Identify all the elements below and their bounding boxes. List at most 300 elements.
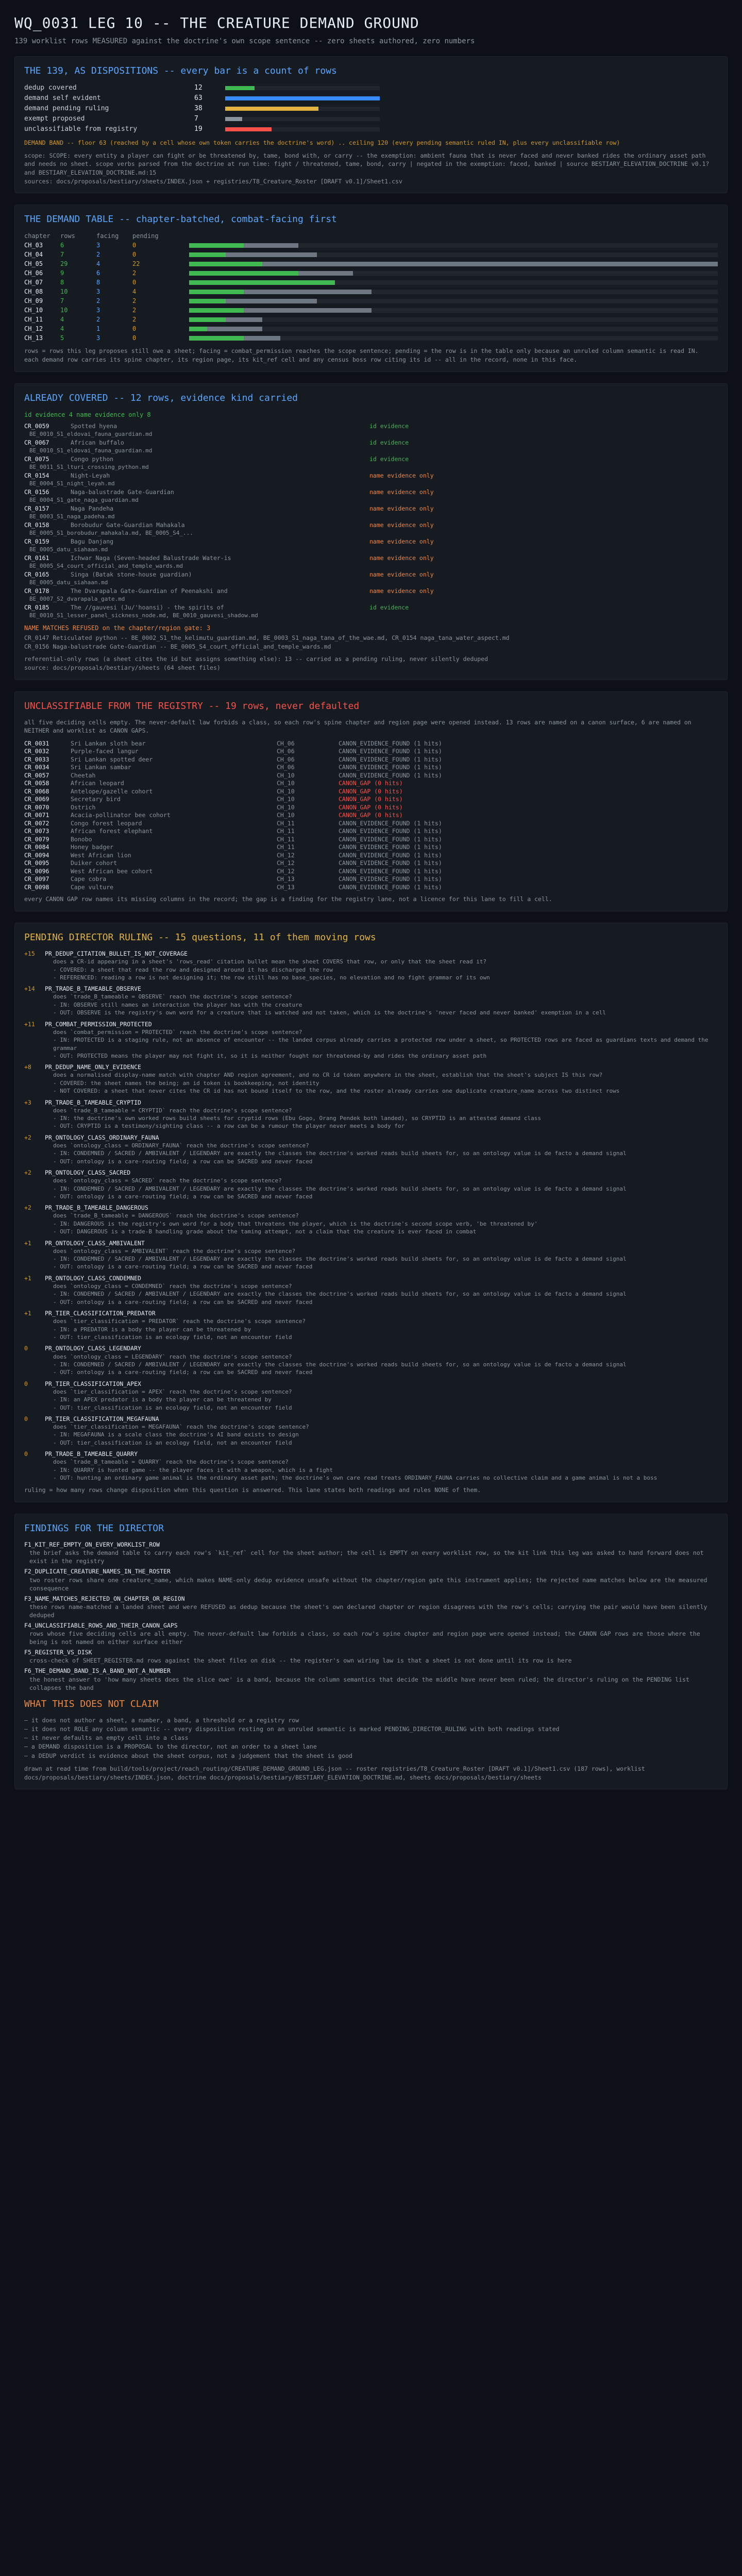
demand-row [24, 268, 718, 278]
demand-bar-facing [189, 252, 226, 257]
unc-id: CR_0031 [24, 739, 49, 747]
pending-head [24, 950, 718, 958]
unc-name: West African lion [71, 851, 131, 859]
demand-bar-facing [189, 336, 244, 341]
pending-item [24, 950, 718, 981]
pending-body: does a CR-id appearing in a sheet's 'rows_read' citation bullet mean the sheet COVERS that row, or only that the sheet read it? - COVERED: a sheet that read the row and designed around it has discharged the row - REFERENCED: reading a row is not designing it; the row still has no base_species, no elevation and no fight grammar of its own [53, 958, 490, 981]
pending-title: PENDING DIRECTOR RULING -- 15 questions, 11 of them moving rows [24, 932, 376, 943]
disposition-row [24, 93, 718, 104]
pending-item [24, 1450, 718, 1482]
pending-body: does a normalised display-name match with chapter AND region agreement, and no CR id token anywhere in the sheet, establish that the sheet's subject IS this row? - COVERED: the sheet names the being; an id token is bookkeeping, not identity - NOT COVERED: a sheet that never cites the CR id has not bound itself to the row, and the roster already carries one duplicate creature_name across two distinct rows [53, 1072, 620, 1095]
covered-name: Bagu Danjang [71, 537, 114, 545]
unc-status: CANON_EVIDENCE_FOUND (1 hits) [339, 867, 442, 875]
demand-bar-facing [189, 280, 335, 285]
unc-status: CANON_GAP (0 hits) [339, 811, 403, 819]
covered-sheet-file[interactable]: BE_0010_S1_lesser_panel_sickness_node.md, BE_0010_gauvesi_shadow.md [29, 612, 258, 619]
covered-sheet-file[interactable]: BE_0005_S1_borobudur_mahakala.md, BE_0005_S4_... [29, 530, 193, 537]
unclassifiable-list [24, 739, 718, 891]
covered-row [24, 571, 718, 579]
unclassifiable-intro: all five deciding cells empty. The never-default law forbids a class, so each row's spine chapter and region page were opened instead. 13 rows are named on a canon surface, 6 are named on NEITHER and worklist as CANON GAPS. [24, 718, 692, 735]
unc-name: Duiker cohort [71, 859, 117, 867]
unc-chapter: CH_10 [277, 779, 295, 787]
pending-delta: +2 [24, 1169, 31, 1177]
finding-body: the brief asks the demand table to carry each row's `kit_ref` cell for the sheet author; the cell is EMPTY on every worklist row, so the kit link this leg was asked to hand forward does not exist in the registry [29, 1549, 704, 1565]
disposition-label: demand pending ruling [24, 105, 109, 113]
disposition-count: 63 [194, 94, 203, 103]
demand-chapter: CH_10 [24, 307, 43, 314]
pending-body: does `trade_B_tameable = OBSERVE` reach the doctrine's scope sentence? - IN: OBSERVE still names an interaction the player has with the creature - OUT: OBSERVE is the registry's own word for a creature that is watched and not taken, which is the doctrine's 'never faced and never banked' exemption in a cell [53, 993, 606, 1016]
disposition-count: 38 [194, 105, 203, 113]
pending-item [24, 1415, 718, 1447]
unc-chapter: CH_06 [277, 748, 295, 755]
covered-id: CR_0159 [24, 537, 49, 545]
unc-name: Cape cobra [71, 875, 107, 883]
pending-body: does `ontology_class = CONDEMNED` reach the doctrine's scope sentence? - IN: CONDEMNED / SACRED / AMBIVALENT / LEGENDARY are exactly the classes the doctrine's worked reads build sheets for, so an ontology value is de facto a demand signal - OUT: ontology is a care-routing field; a row can be SACRED and never faced [53, 1282, 627, 1306]
covered-row [24, 505, 718, 513]
disposition-label: dedup covered [24, 84, 77, 92]
demand-bar-track [372, 308, 718, 313]
unc-id: CR_0071 [24, 811, 49, 819]
demand-bar-rest [244, 308, 372, 313]
unc-status: CANON_EVIDENCE_FOUND (1 hits) [339, 764, 442, 771]
pending-id: PR_TRADE_B_TAMEABLE_QUARRY [45, 1450, 138, 1458]
finding-item [24, 1667, 718, 1691]
not-claim-item: – it never defaults an empty cell into a class [24, 1734, 718, 1742]
pending-item [24, 985, 718, 1016]
demand-rows-count: 7 [60, 297, 64, 305]
covered-sheet-file[interactable]: BE_0011_S1_lturi_crossing_python.md [29, 464, 149, 471]
covered-sheet-file[interactable]: BE_0005_S4_court_official_and_temple_wards.md [29, 563, 183, 570]
demand-bar-rest [226, 317, 262, 322]
unc-name: Sri Lankan sloth bear [71, 739, 146, 747]
demand-bar-rest [244, 290, 372, 294]
demand-row [24, 296, 718, 306]
finding-body: cross-check of SHEET_REGISTER.md rows against the sheet files on disk -- the register's own wiring law is that a sheet is not done until its row is here [29, 1657, 572, 1665]
unclassifiable-row [24, 867, 718, 875]
unc-id: CR_0070 [24, 803, 49, 811]
demand-bar-track [317, 299, 718, 303]
demand-bar-track [262, 327, 718, 331]
unclassifiable-row [24, 771, 718, 779]
demand-chapter: CH_12 [24, 325, 43, 333]
demand-bar-rest [244, 243, 298, 248]
unc-chapter: CH_11 [277, 819, 295, 827]
demand-pending: 0 [132, 279, 137, 286]
disposition-row [24, 104, 718, 114]
unc-chapter: CH_10 [277, 771, 295, 779]
finding-item [24, 1621, 718, 1646]
unc-chapter: CH_06 [277, 764, 295, 771]
unc-status: CANON_EVIDENCE_FOUND (1 hits) [339, 835, 442, 843]
covered-name: Ichwar Naga (Seven-headed Balustrade Water-is [71, 554, 231, 562]
covered-id: CR_0185 [24, 603, 49, 611]
unc-name: Bonobo [71, 835, 92, 843]
covered-row [24, 554, 718, 563]
unclassifiable-row [24, 883, 718, 891]
demand-pending: 2 [132, 269, 137, 277]
pending-head [24, 1415, 718, 1423]
covered-sheet-file[interactable]: BE_0010_S1_eldovai_fauna_guardian.md [29, 431, 153, 438]
covered-name: The Dvarapala Gate-Guardian of Peenakshi and [71, 587, 228, 595]
unc-chapter: CH_11 [277, 835, 295, 843]
unc-id: CR_0084 [24, 843, 49, 851]
covered-name: Night-Leyah [71, 471, 110, 479]
demand-bar-track [317, 252, 718, 257]
unc-chapter: CH_06 [277, 739, 295, 747]
unc-id: CR_0069 [24, 795, 49, 803]
pending-body: does `tier_classification = MEGAFAUNA` reach the doctrine's scope sentence? - IN: MEGAFAUNA is a scale class the doctrine's AI band exists to design - OUT: tier_classification is an ecology field, not an encounter field [53, 1423, 309, 1446]
demand-facing: 4 [96, 260, 100, 268]
pending-id: PR_ONTOLOGY_CLASS_ORDINARY_FAUNA [45, 1133, 159, 1141]
demand-pending: 0 [132, 251, 137, 259]
unc-name: Cape vulture [71, 883, 114, 891]
demand-rows-count: 6 [60, 242, 64, 249]
dispositions-list [24, 83, 718, 134]
covered-kind: id evidence [369, 438, 409, 446]
demand-band-note: DEMAND BAND -- floor 63 (reached by a cell whose own token carries the doctrine's word) .. ceiling 120 (every pending semantic ruled IN, plus every unclassifiable row) [24, 139, 620, 146]
demand-facing: 2 [96, 251, 100, 259]
pending-id: PR_DEDUP_CITATION_BULLET_IS_NOT_COVERAGE [45, 950, 188, 958]
pending-head [24, 1168, 718, 1177]
demand-pending: 2 [132, 307, 137, 314]
disposition-bar-track [225, 107, 380, 111]
demand-facing: 8 [96, 279, 100, 286]
demand-facing: 3 [96, 288, 100, 296]
demand-row [24, 333, 718, 343]
pending-id: PR_ONTOLOGY_CLASS_CONDEMNED [45, 1274, 141, 1282]
demand-bar [189, 252, 718, 257]
unc-status: CANON_EVIDENCE_FOUND (1 hits) [339, 851, 442, 859]
pending-id: PR_TRADE_B_TAMEABLE_OBSERVE [45, 985, 141, 993]
demand-chapter: CH_05 [24, 260, 43, 268]
covered-title: ALREADY COVERED -- 12 rows, evidence kind carried [24, 392, 298, 403]
demand-bar-facing [189, 317, 226, 322]
demand-facing: 3 [96, 242, 100, 249]
demand-bar-facing [189, 290, 244, 294]
pending-delta: +8 [24, 1063, 31, 1071]
covered-sheet-file[interactable]: BE_0010_S1_eldovai_fauna_guardian.md [29, 447, 153, 454]
covered-sheet-file[interactable]: BE_0004_S1_night_leyah.md [29, 480, 115, 487]
disposition-bar [225, 127, 272, 131]
pending-panel [14, 923, 728, 1502]
scope-note: scope: SCOPE: every entity a player can fight or be threatened by, tame, bond with, or carry -- the exemption: ambient fauna that is never faced and never banked rides the ordinary asset path and needs no sheet. scope verbs parsed from the doctrine at run time: fight / threatened, tame, bond, carry | negated in the exemption: faced, banked | source BESTIARY_ELEVATION_DOCTRINE v0.1? and BESTIARY_ELEVATION_DOCTRINE.md:15 sources: docs/proposals/bestiary/sheets/INDEX.json + registries/T8_Creature_Roster [DRAFT v0.1]/Sheet1.csv [24, 151, 710, 185]
demand-row [24, 306, 718, 315]
unc-status: CANON_EVIDENCE_FOUND (1 hits) [339, 739, 442, 747]
unc-id: CR_0032 [24, 748, 49, 755]
covered-id: CR_0154 [24, 471, 49, 479]
pending-id: PR_TIER_CLASSIFICATION_PREDATOR [45, 1310, 156, 1317]
demand-facing: 3 [96, 307, 100, 314]
demand-rows-count: 7 [60, 251, 64, 259]
pending-head [24, 1020, 718, 1028]
demand-chapter: CH_03 [24, 242, 43, 249]
finding-body: the honest answer to 'how many sheets does the slice owe' is a band, because the column semantics that decide the middle have never been ruled; the director's ruling on the PENDING list collapses the band [29, 1675, 689, 1691]
pending-delta: +11 [24, 1020, 35, 1028]
unc-chapter: CH_06 [277, 755, 295, 763]
unc-status: CANON_GAP (0 hits) [339, 779, 403, 787]
covered-kind: name evidence only [369, 570, 434, 578]
covered-panel [14, 383, 728, 680]
unclassifiable-row [24, 779, 718, 787]
covered-id: CR_0059 [24, 422, 49, 430]
pending-id: PR_ONTOLOGY_CLASS_LEGENDARY [45, 1345, 141, 1352]
covered-id: CR_0157 [24, 504, 49, 512]
demand-table-header [24, 231, 718, 241]
unc-name: Sri Lankan sambar [71, 764, 131, 771]
covered-kind: name evidence only [369, 488, 434, 496]
demand-bar [189, 299, 718, 303]
pending-body: does `tier_classification = APEX` reach the doctrine's scope sentence? - IN: an APEX predator is a body the player can be threatened by - OUT: tier_classification is an ecology field, not an encounter field [53, 1388, 292, 1411]
covered-name: Naga-balustrade Gate-Guardian [71, 488, 174, 496]
unc-status: CANON_EVIDENCE_FOUND (1 hits) [339, 748, 442, 755]
finding-id: F5_REGISTER_VS_DISK [24, 1649, 92, 1656]
demand-pending: 0 [132, 334, 137, 342]
unc-id: CR_0072 [24, 819, 49, 827]
unc-id: CR_0033 [24, 755, 49, 763]
demand-rows-count: 4 [60, 316, 64, 324]
pending-id: PR_TRADE_B_TAMEABLE_CRYPTID [45, 1098, 141, 1106]
unclassifiable-row [24, 803, 718, 811]
demand-table-note: rows = rows this leg proposes still owe a sheet; facing = combat_permission reaches the scope sentence; pending = the row is in the table only because an unruled column semantic is read IN. each demand row carries its spine chapter, its region page, its kit_ref cell and any census boss row citing its id -- all in the record, none in this face. [24, 347, 699, 364]
pending-item [24, 1098, 718, 1130]
unc-id: CR_0057 [24, 771, 49, 779]
covered-sheet-file[interactable]: BE_0005_datu_siahaan.md [29, 579, 108, 586]
unc-name: West African bee cohort [71, 867, 153, 875]
covered-id: CR_0075 [24, 455, 49, 463]
pending-id: PR_ONTOLOGY_CLASS_SACRED [45, 1169, 131, 1177]
demand-bar-rest [226, 299, 317, 303]
disposition-bar-track [225, 117, 380, 121]
pending-item [24, 1204, 718, 1235]
pending-head [24, 1450, 718, 1458]
page-subtitle: 139 worklist rows MEASURED against the doctrine's own scope sentence -- zero sheets authored, zero numbers [14, 37, 475, 45]
covered-row [24, 422, 718, 431]
finding-id: F6_THE_DEMAND_BAND_IS_A_BAND_NOT_A_NUMBER [24, 1667, 171, 1675]
pending-delta: 0 [24, 1415, 28, 1422]
covered-name: Naga Pandeha [71, 504, 114, 512]
unclassifiable-title: UNCLASSIFIABLE FROM THE REGISTRY -- 19 rows, never defaulted [24, 700, 360, 711]
unc-chapter: CH_12 [277, 867, 295, 875]
unc-id: CR_0058 [24, 779, 49, 787]
unc-chapter: CH_13 [277, 875, 295, 883]
unc-status: CANON_EVIDENCE_FOUND (1 hits) [339, 771, 442, 779]
demand-row [24, 324, 718, 333]
demand-bar-track [335, 280, 718, 285]
pending-delta: +1 [24, 1239, 31, 1247]
unclassifiable-row [24, 795, 718, 803]
demand-pending: 2 [132, 297, 137, 305]
unc-id: CR_0096 [24, 867, 49, 875]
pending-body: does `ontology_class = SACRED` reach the doctrine's scope sentence? - IN: CONDEMNED / SACRED / AMBIVALENT / LEGENDARY are exactly the classes the doctrine's worked reads build sheets for, so an ontology value is de facto a demand signal - OUT: ontology is a care-routing field; a row can be SACRED and never faced [53, 1177, 627, 1200]
pending-item [24, 1133, 718, 1165]
unc-id: CR_0068 [24, 787, 49, 795]
unc-chapter: CH_11 [277, 843, 295, 851]
covered-note: referential-only rows (a sheet cites the id but assigns something else): 13 -- carried as a pending ruling, never silently deduped source: docs/proposals/bestiary/sheets (64 sheet files) [24, 655, 488, 671]
unc-chapter: CH_13 [277, 883, 295, 891]
demand-bar [189, 336, 718, 341]
unc-status: CANON_EVIDENCE_FOUND (1 hits) [339, 819, 442, 827]
pending-head [24, 1344, 718, 1352]
unclassifiable-row [24, 875, 718, 883]
pending-delta: +1 [24, 1310, 31, 1317]
findings-title: FINDINGS FOR THE DIRECTOR [24, 1523, 164, 1534]
unc-status: CANON_GAP (0 hits) [339, 795, 403, 803]
pending-delta: +1 [24, 1274, 31, 1282]
finding-item [24, 1595, 718, 1619]
covered-kind: name evidence only [369, 521, 434, 529]
demand-rows-count: 5 [60, 334, 64, 342]
pending-delta: 0 [24, 1345, 28, 1352]
covered-name: The //gauvesi (Ju/'hoansi) - the spirits of [71, 603, 224, 611]
unc-name: Ostrich [71, 803, 96, 811]
finding-body: these rows name-matched a landed sheet and were REFUSED as dedup because the sheet's own declared chapter or region disagrees with the row's cells; carrying the pair would have been silently deduped [29, 1603, 707, 1619]
demand-chapter: CH_07 [24, 279, 43, 286]
not-claim-list [24, 1716, 718, 1760]
covered-row [24, 439, 718, 447]
covered-kind: id evidence [369, 455, 409, 463]
unclassifiable-row [24, 835, 718, 843]
findings-panel [14, 1514, 728, 1789]
demand-bar-facing [189, 308, 244, 313]
pending-id: PR_DEDUP_NAME_ONLY_EVIDENCE [45, 1063, 141, 1071]
demand-bar-rest [298, 271, 353, 276]
pending-head [24, 1239, 718, 1247]
pending-delta: +14 [24, 985, 35, 993]
unc-name: African forest elephant [71, 827, 153, 835]
demand-bar [189, 290, 718, 294]
demand-pending: 0 [132, 242, 137, 249]
disposition-count: 19 [194, 125, 203, 133]
finding-id: F4_UNCLASSIFIABLE_ROWS_AND_THEIR_CANON_GAPS [24, 1621, 178, 1629]
pending-body: does `trade_B_tameable = DANGEROUS` reach the doctrine's scope sentence? - IN: DANGEROUS is the registry's own word for a body that threatens the player, which is the doctrine's second scope verb, 'be threatened by' - OUT: DANGEROUS is a trade-B handling grade about the taming attempt, not a claim that the creature is ever faced in combat [53, 1212, 538, 1235]
header-pending: pending [132, 232, 159, 240]
unc-status: CANON_EVIDENCE_FOUND (1 hits) [339, 843, 442, 851]
demand-pending: 0 [132, 325, 137, 333]
unclassifiable-row [24, 787, 718, 795]
pending-head [24, 1133, 718, 1142]
covered-name: Spotted hyena [71, 422, 117, 430]
covered-name: Borobudur Gate-Guardian Mahakala [71, 521, 185, 529]
demand-bar [189, 271, 718, 276]
unc-status: CANON_GAP (0 hits) [339, 803, 403, 811]
covered-kind: name evidence only [369, 554, 434, 562]
unc-chapter: CH_10 [277, 795, 295, 803]
unc-chapter: CH_10 [277, 787, 295, 795]
unc-chapter: CH_10 [277, 803, 295, 811]
unc-name: Antelope/gazelle cohort [71, 787, 153, 795]
pending-item [24, 1380, 718, 1412]
pending-head [24, 1380, 718, 1388]
covered-sheet-file[interactable]: BE_0003_S1_naga_padeha.md [29, 513, 115, 520]
demand-chapter: CH_09 [24, 297, 43, 305]
pending-list [24, 950, 718, 1482]
disposition-label: unclassifiable from registry [24, 125, 138, 133]
demand-table-body [24, 241, 718, 343]
unc-status: CANON_EVIDENCE_FOUND (1 hits) [339, 827, 442, 835]
covered-sheet-file[interactable]: BE_0007_S2_dvarapala_gate.md [29, 596, 125, 603]
covered-row [24, 521, 718, 530]
demand-rows-count: 10 [60, 288, 68, 296]
disposition-count: 12 [194, 84, 203, 92]
not-claim-title: WHAT THIS DOES NOT CLAIM [24, 1698, 159, 1709]
demand-bar-rest [226, 252, 317, 257]
unc-id: CR_0098 [24, 883, 49, 891]
not-claim-item: – a DEMAND disposition is a PROPOSAL to the director, not an order to a sheet lane [24, 1742, 718, 1751]
pending-body: does `trade_B_tameable = CRYPTID` reach the doctrine's scope sentence? - IN: the doctrine's own worked rows build sheets for cryptid rows (Ebu Gogo, Orang Pendek both landed), so CRYPTID is an attested demand class - OUT: CRYPTID is a testimony/sighting class -- a row can be a rumour the player never meets a body for [53, 1107, 542, 1130]
demand-chapter: CH_06 [24, 269, 43, 277]
demand-chapter: CH_11 [24, 316, 43, 324]
covered-id: CR_0161 [24, 554, 49, 562]
demand-row [24, 250, 718, 259]
unc-id: CR_0073 [24, 827, 49, 835]
unclassifiable-row [24, 739, 718, 748]
demand-table-title: THE DEMAND TABLE -- chapter-batched, combat-facing first [24, 214, 337, 225]
pending-delta: +2 [24, 1204, 31, 1212]
finding-id: F2_DUPLICATE_CREATURE_NAMES_IN_THE_ROSTER [24, 1568, 171, 1575]
covered-sheet-file[interactable]: BE_0005_datu_siahaan.md [29, 546, 108, 553]
covered-kind: id evidence [369, 422, 409, 430]
demand-rows-count: 29 [60, 260, 68, 268]
finding-item [24, 1540, 718, 1565]
pending-head [24, 985, 718, 993]
page-title: WQ_0031 LEG 10 -- THE CREATURE DEMAND GROUND [14, 14, 419, 31]
covered-id: CR_0156 [24, 488, 49, 496]
unc-status: CANON_EVIDENCE_FOUND (1 hits) [339, 755, 442, 763]
pending-body: does `trade_B_tameable = QUARRY` reach the doctrine's scope sentence? - IN: QUARRY is hunted game -- the player faces it with a weapon, which is a fight - OUT: hunting an ordinary game animal is the ordinary asset path; the doctrine's own care read treats ORDINARY_FAUNA carries no collective claim and a game animal is not a boss [53, 1459, 657, 1482]
refused-title: NAME MATCHES REFUSED on the chapter/region gate: 3 [24, 624, 211, 632]
demand-bar-track [372, 290, 718, 294]
covered-row [24, 488, 718, 497]
covered-row [24, 472, 718, 480]
disposition-row [24, 124, 718, 134]
demand-bar-facing [189, 299, 226, 303]
demand-bar-facing [189, 243, 244, 248]
pending-head [24, 1204, 718, 1212]
covered-sheet-file[interactable]: BE_0004_S1_gate_naga_guardian.md [29, 497, 139, 504]
header-rows: rows [60, 232, 75, 240]
pending-head [24, 1274, 718, 1282]
unc-name: African leopard [71, 779, 124, 787]
unc-chapter: CH_12 [277, 859, 295, 867]
demand-bar [189, 262, 718, 266]
covered-id: CR_0165 [24, 570, 49, 578]
demand-bar-track [298, 243, 718, 248]
pending-item [24, 1274, 718, 1306]
unclassifiable-row [24, 843, 718, 851]
unc-status: CANON_EVIDENCE_FOUND (1 hits) [339, 859, 442, 867]
demand-row [24, 287, 718, 296]
pending-id: PR_COMBAT_PERMISSION_PROTECTED [45, 1020, 152, 1028]
pending-head [24, 1309, 718, 1317]
demand-pending: 2 [132, 316, 137, 324]
pending-body: does `ontology_class = ORDINARY_FAUNA` reach the doctrine's scope sentence? - IN: CONDEMNED / SACRED / AMBIVALENT / LEGENDARY are exactly the classes the doctrine's worked reads build sheets for, so an ontology value is de facto a demand signal - OUT: ontology is a care-routing field; a row can be SACRED and never faced [53, 1142, 627, 1165]
demand-bar-rest [244, 336, 280, 341]
pending-head [24, 1098, 718, 1107]
disposition-bar [225, 86, 255, 90]
covered-name: Singa (Batak stone-house guardian) [71, 570, 192, 578]
unc-id: CR_0095 [24, 859, 49, 867]
demand-bar-track [353, 271, 718, 276]
pending-body: does `tier_classification = PREDATOR` reach the doctrine's scope sentence? - IN: a PREDATOR is a body the player can be threatened by - OUT: tier_classification is an ecology field, not an encounter field [53, 1318, 306, 1341]
unclassifiable-row [24, 827, 718, 835]
demand-facing: 1 [96, 325, 100, 333]
unc-id: CR_0097 [24, 875, 49, 883]
covered-row [24, 455, 718, 464]
covered-id: CR_0067 [24, 438, 49, 446]
unc-chapter: CH_12 [277, 851, 295, 859]
pending-delta: 0 [24, 1450, 28, 1458]
covered-kind: name evidence only [369, 587, 434, 595]
